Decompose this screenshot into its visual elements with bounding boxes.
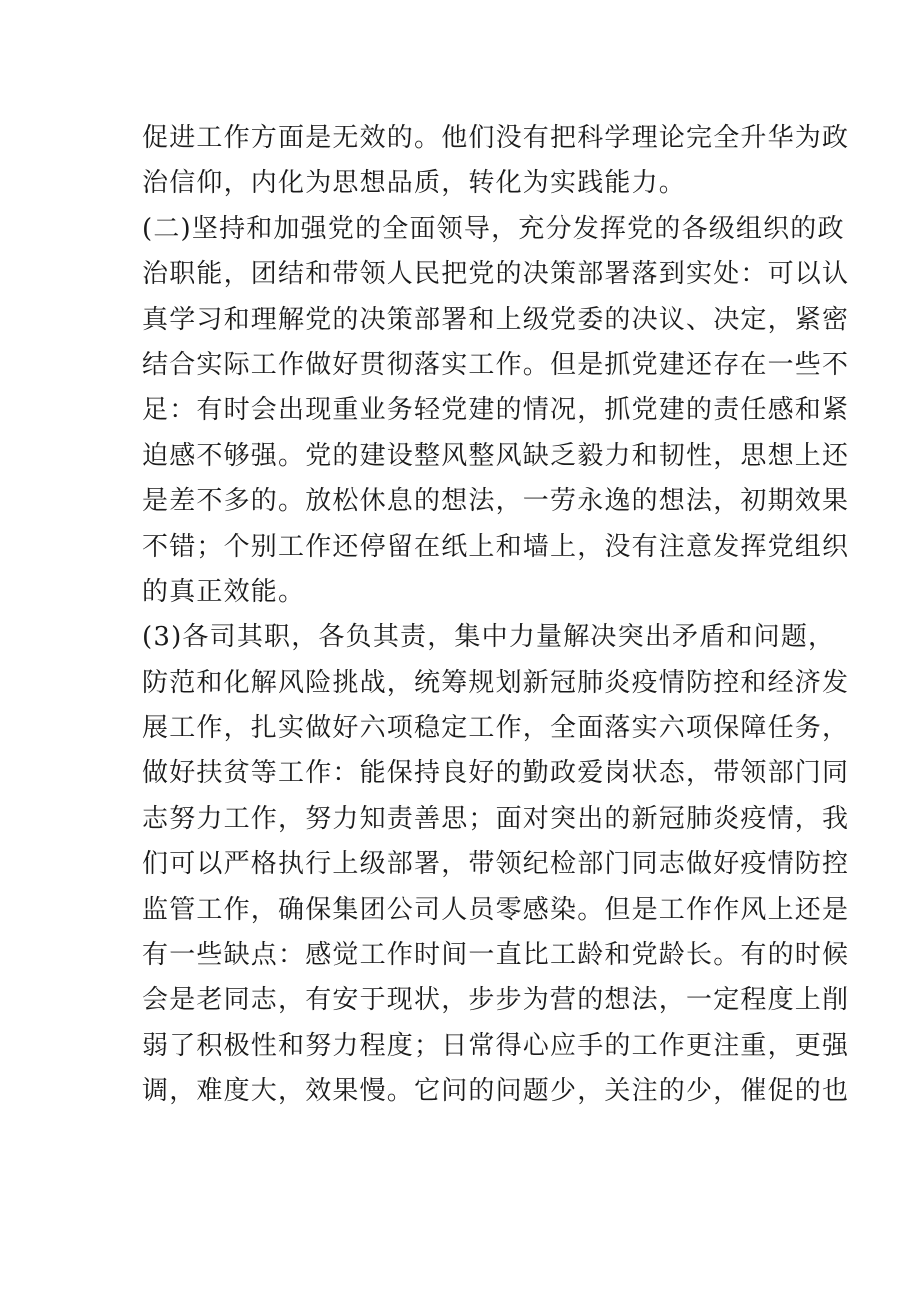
text-line: 弱了积极性和努力程度；日常得心应手的工作更注重，更强	[142, 1030, 850, 1061]
text-line: 治职能，团结和带领人民把党的决策部署落到实处：可以认	[142, 259, 850, 290]
text-line: 们可以严格执行上级部署，带领纪检部门同志做好疫情防控	[142, 849, 850, 880]
text-line: 足：有时会出现重业务轻党建的情况，抓党建的责任感和紧	[142, 395, 850, 426]
text-line: 促进工作方面是无效的。他们没有把科学理论完全升华为政	[142, 123, 850, 153]
text-line: 志努力工作，努力知责善思；面对突出的新冠肺炎疫情，我	[142, 803, 850, 834]
text-line: 会是老同志，有安于现状，步步为营的想法，一定程度上削	[142, 985, 850, 1016]
text-line: 监管工作，确保集团公司人员零感染。但是工作作风上还是	[142, 894, 850, 925]
text-line: 展工作，扎实做好六项稳定工作，全面落实六项保障任务，	[142, 713, 850, 744]
text-line: 不错；个别工作还停留在纸上和墙上，没有注意发挥党组织	[142, 531, 850, 562]
text-line: 迫感不够强。党的建设整风整风缺乏毅力和韧性，思想上还	[142, 440, 850, 471]
text-line: 有一些缺点：感觉工作时间一直比工龄和党龄长。有的时候	[142, 940, 850, 971]
body-text	[142, 116, 850, 1115]
text-line: 做好扶贫等工作：能保持良好的勤政爱岗状态，带领部门同	[142, 758, 850, 789]
text-line: (3)各司其职，各负其责，集中力量解决突出矛盾和问题，	[142, 622, 836, 653]
text-line: (二)坚持和加强党的全面领导，充分发挥党的各级组织的政	[142, 213, 845, 244]
text-line: 治信仰，内化为思想品质，转化为实践能力。	[142, 168, 687, 199]
text-line: 是差不多的。放松休息的想法，一劳永逸的想法，初期效果	[142, 486, 850, 517]
text-line: 防范和化解风险挑战，统筹规划新冠肺炎疫情防控和经济发	[142, 667, 850, 698]
text-line: 调，难度大，效果慢。它问的问题少，关注的少，催促的也	[142, 1076, 850, 1107]
text-line: 真学习和理解党的决策部署和上级党委的决议、决定，紧密	[142, 304, 850, 335]
text-line: 的真正效能。	[142, 576, 306, 607]
text-line: 结合实际工作做好贯彻落实工作。但是抓党建还存在一些不	[142, 349, 850, 380]
